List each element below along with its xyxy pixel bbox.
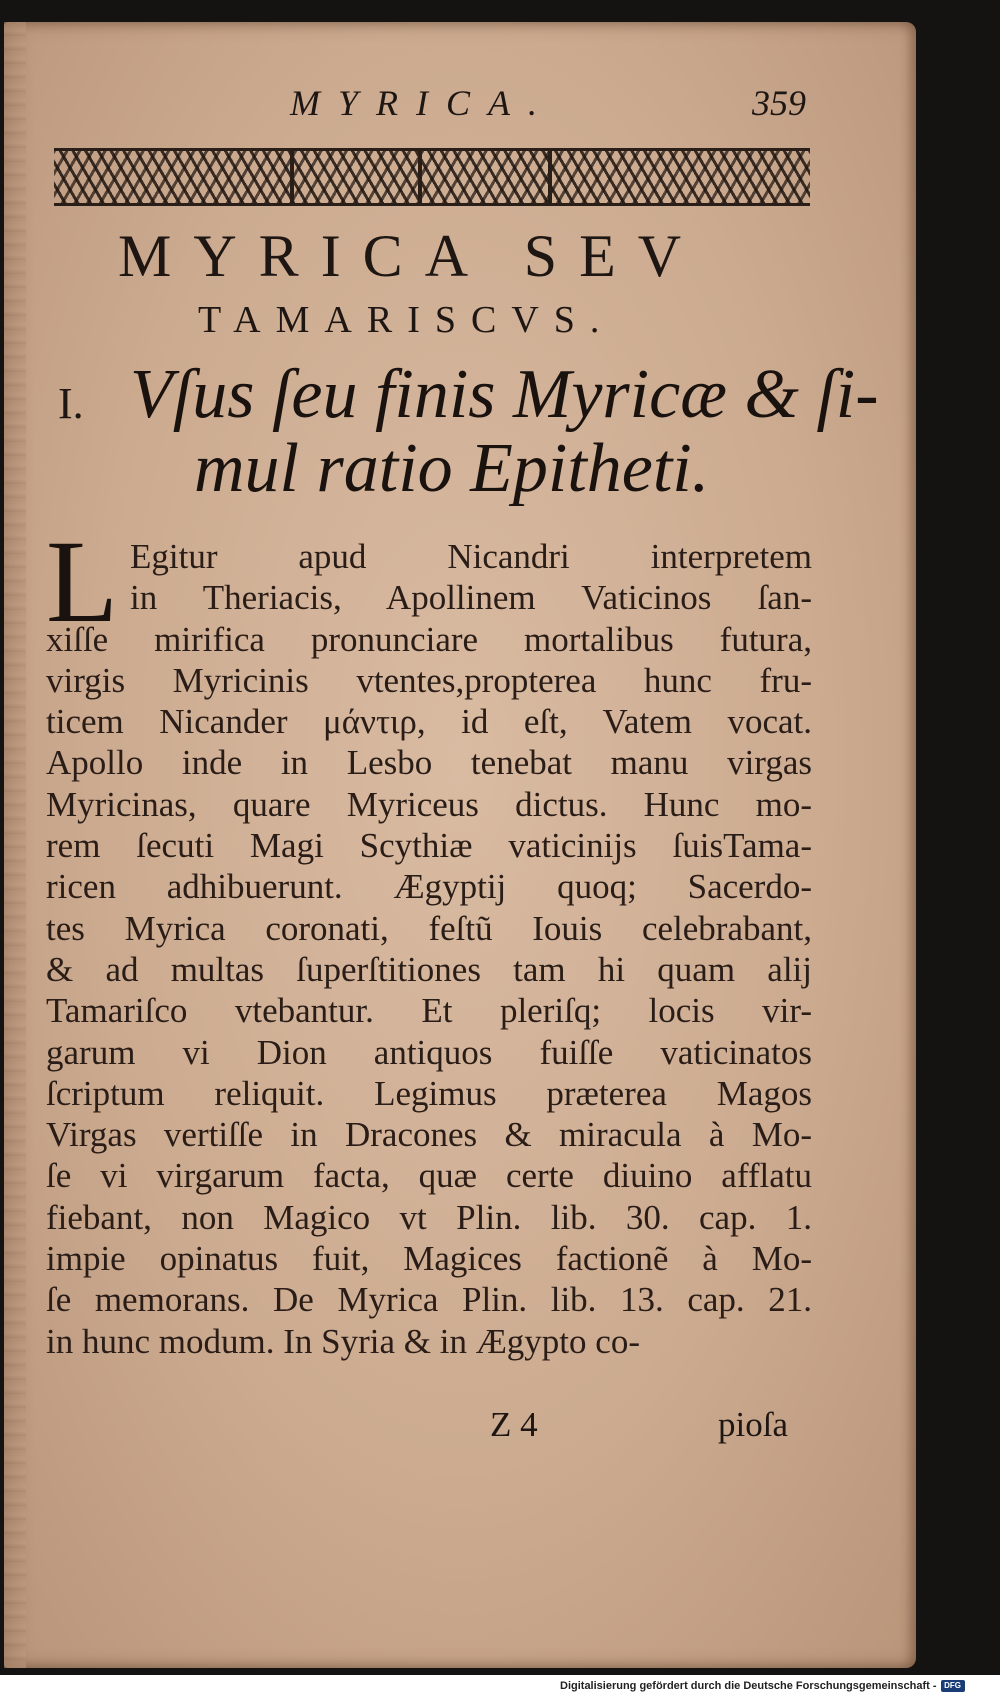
text-line: Apollo inde in Lesbo tenebat manu virgas — [46, 743, 812, 783]
text-line: tes Myrica coronati, feſtũ Iouis celebrabant, — [46, 908, 812, 948]
ornamental-border — [54, 148, 810, 206]
text-line: & ad multas ſuperſtitiones tam hi quam alij — [46, 949, 812, 989]
text-line: Myricinas, quare Myriceus dictus. Hunc mo- — [46, 784, 812, 824]
text-line: fiebant, non Magico vt Plin. lib. 30. cap. 1. — [46, 1197, 812, 1237]
text-line: ſe vi virgarum facta, quæ certe diuino afflatu — [46, 1156, 812, 1196]
text-line: ſcriptum reliquit. Legimus præterea Magos — [46, 1073, 812, 1113]
text-line: Virgas vertiſſe in Dracones & miracula à Mo- — [46, 1115, 812, 1155]
page-number: 359 — [752, 83, 806, 123]
digitization-credit — [560, 1676, 998, 1696]
section-heading-line: Vſus ſeu finis Myricæ & ſi- — [130, 356, 879, 433]
text-line: in Theriacis, Apollinem Vaticinos ſan- — [130, 578, 812, 618]
body-text — [46, 516, 812, 1362]
credit-text: Digitalisierung gefördert durch die Deutsche Forschungsgemeinschaft - — [560, 1680, 937, 1692]
chapter-title: MYRICA SEV — [118, 223, 704, 289]
dfg-logo: DFG — [941, 1680, 965, 1692]
page-edge-shadow — [4, 22, 26, 1668]
section-heading — [130, 356, 879, 507]
text-line: ticem Nicander μάντιρ, id eſt, Vatem vocat. — [46, 702, 812, 742]
signature-mark: Z 4 — [490, 1405, 538, 1444]
text-line: virgis Myricinis vtentes,propterea hunc fru- — [46, 660, 812, 700]
catchword: pioſa — [718, 1405, 788, 1444]
text-line: in hunc modum. In Syria & in Ægypto co- — [46, 1321, 640, 1361]
section-number: I. — [58, 379, 84, 428]
running-title: MYRICA. — [290, 83, 555, 123]
drop-cap: L — [46, 516, 119, 647]
ornament-divider — [418, 148, 422, 206]
text-line: garum vi Dion antiquos fuiſſe vaticinatos — [46, 1032, 812, 1072]
text-line: Tamariſco vtebantur. Et pleriſq; locis vir- — [46, 991, 812, 1031]
text-line: ſe memorans. De Myrica Plin. lib. 13. cap. 21. — [46, 1280, 812, 1320]
text-line: rem ſecuti Magi Scythiæ vaticinijs ſuisTama- — [46, 826, 812, 866]
ornament-divider — [548, 148, 552, 206]
section-heading-line: mul ratio Epitheti. — [194, 430, 710, 507]
text-line: xiſſe mirifica pronunciare mortalibus futura, — [46, 619, 812, 659]
chapter-subtitle: TAMARISCVS. — [198, 299, 615, 341]
text-line: Egitur apud Nicandri interpretem — [130, 537, 812, 576]
text-line: impie opinatus fuit, Magices factionẽ à Mo- — [46, 1239, 812, 1279]
text-line: ricen adhibuerunt. Ægyptij quoq; Sacerdo- — [46, 867, 812, 907]
ornament-divider — [290, 148, 294, 206]
